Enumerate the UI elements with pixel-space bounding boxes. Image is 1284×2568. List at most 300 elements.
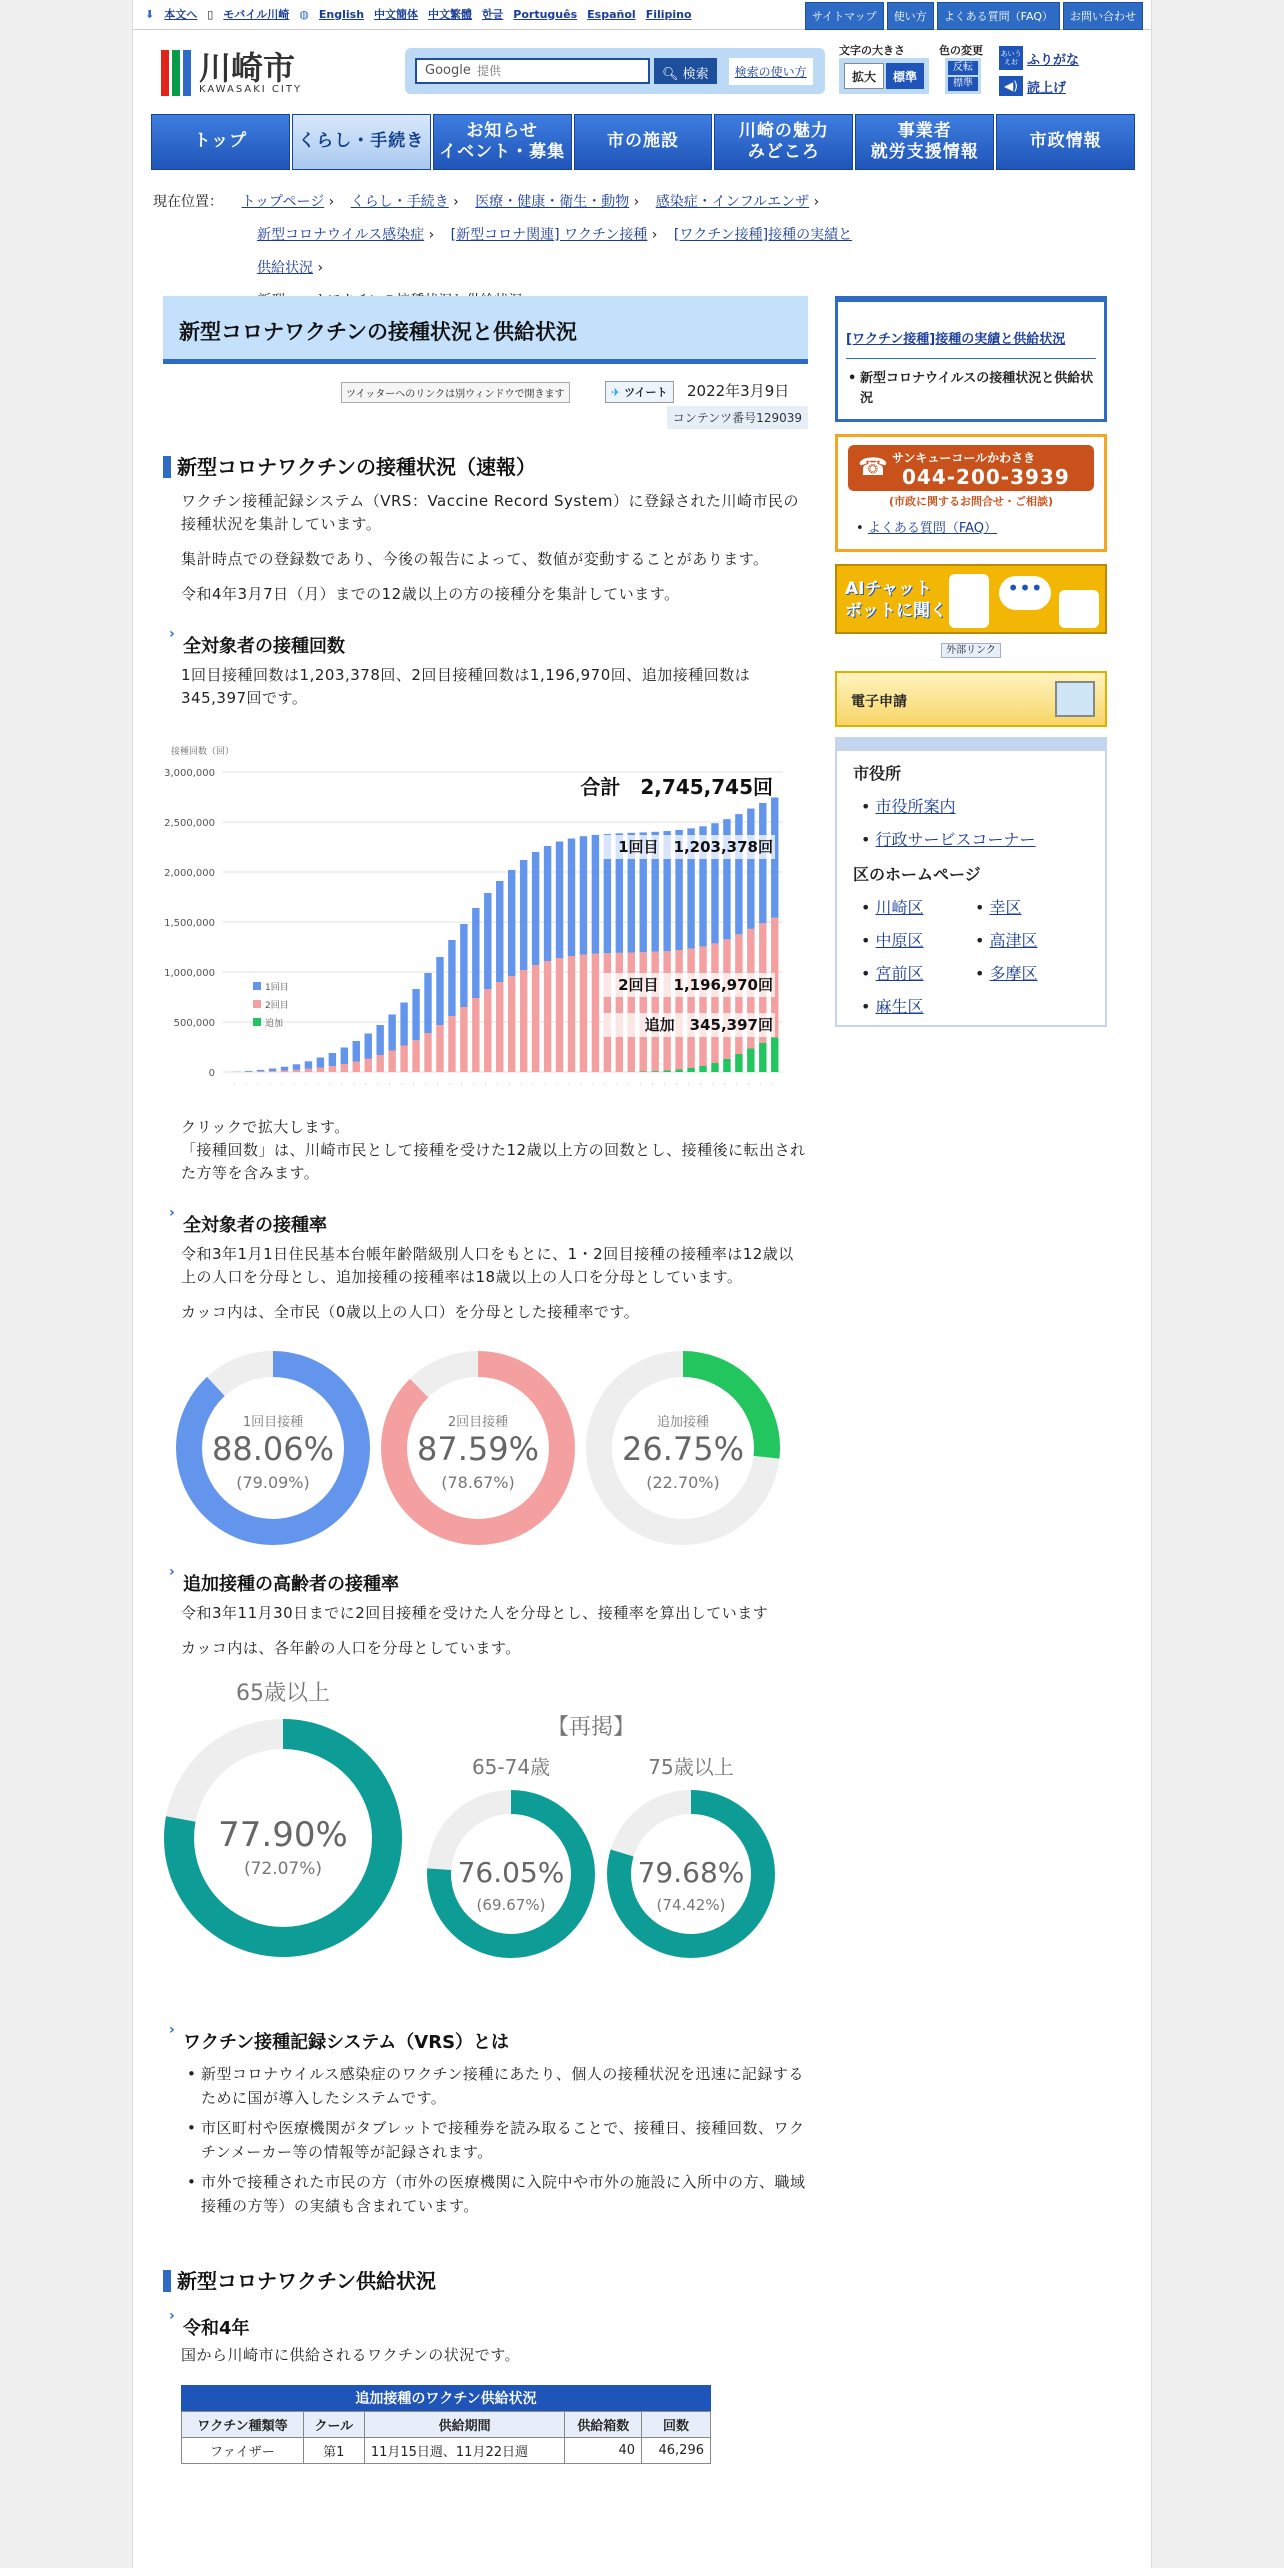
- bar-segment: [520, 970, 527, 1072]
- y-axis-label: 接種回数（回）: [171, 747, 235, 757]
- bar-segment: [699, 1066, 706, 1072]
- legend-swatch: [253, 1018, 261, 1026]
- x-tick-label: ·: [351, 1081, 358, 1088]
- x-tick-label: ·: [279, 1081, 286, 1088]
- bar-segment: [293, 1064, 300, 1070]
- page-title: 新型コロナワクチンの接種状況と供給状況: [163, 296, 808, 364]
- bar-segment: [341, 1064, 348, 1072]
- reprint-label: 【再掲】: [546, 1715, 636, 1740]
- legend-swatch: [253, 1000, 261, 1008]
- series-label: 追加 345,397回: [644, 1016, 773, 1034]
- supply-table: [181, 2385, 711, 2464]
- bar-segment: [305, 1061, 312, 1069]
- search-button-label: 検索: [682, 67, 709, 82]
- accessibility-tools: [839, 42, 1139, 98]
- bar-segment: [436, 1025, 443, 1072]
- breadcrumb-item[interactable]: トップページ: [241, 194, 325, 210]
- chatbot-banner[interactable]: [835, 564, 1107, 634]
- search-area: [405, 48, 825, 94]
- subsection-heading: › 全対象者の接種率: [163, 1211, 808, 1237]
- lang-zh-hant[interactable]: 中文繁體: [428, 8, 473, 21]
- paragraph: 令和4年3月7日（月）までの12歳以上の方の接種分を集計しています。: [181, 585, 680, 603]
- bar-segment: [472, 908, 479, 998]
- donut-value: 26.75%: [621, 1430, 745, 1468]
- x-tick-label: ·: [315, 1081, 322, 1088]
- callcenter-note: (市政に関するお問合せ・ご相談): [888, 495, 1054, 508]
- x-tick-label: ·: [243, 1081, 250, 1088]
- bar-segment: [747, 809, 754, 929]
- donut-value: 76.05%: [457, 1856, 565, 1889]
- table-caption: 追加接種のワクチン供給状況: [181, 2385, 711, 2411]
- enlarge-button[interactable]: 拡大: [844, 63, 884, 89]
- logo-subtext: KAWASAKI CITY: [199, 83, 303, 95]
- breadcrumb-item[interactable]: くらし・手続き: [350, 194, 449, 210]
- x-tick-label: ·: [518, 1081, 525, 1088]
- faq-side-link[interactable]: よくある質問（FAQ）: [867, 521, 997, 536]
- x-tick-label: ·: [649, 1081, 657, 1088]
- x-tick-label: ·: [398, 1081, 406, 1088]
- mobile-link[interactable]: モバイル川崎: [223, 8, 290, 21]
- ward-link[interactable]: 幸区: [989, 898, 1022, 917]
- phone-icon: ☎: [858, 453, 888, 481]
- breadcrumb: 現在位置： トップページ › くらし・手続き › 医療・健康・衛生・動物 › 感染症・インフルエンザ › 新型コロナウイルス感染症 › [新型コロナ関連] ワクチン接種 › [ワクチン接種]接種の実績と供給状況 ›: [153, 186, 853, 318]
- x-tick-label: ·: [267, 1081, 274, 1088]
- search-button[interactable]: [654, 58, 717, 84]
- ward-link[interactable]: 川崎区: [875, 898, 924, 917]
- bar-segment: [640, 952, 647, 1071]
- x-tick-label: ·: [494, 1081, 501, 1088]
- table-header: クール: [303, 2412, 364, 2438]
- paragraph: カッコ内は、各年齢の人口を分母としています。: [181, 1639, 521, 1657]
- download-icon: ⬇: [145, 7, 155, 21]
- bar-segment: [496, 982, 503, 1072]
- ward-link[interactable]: 多摩区: [989, 964, 1038, 983]
- bar-segment: [281, 1071, 288, 1073]
- bar-segment: [556, 842, 563, 959]
- chatbot-text: AIチャット ボットに聞く: [845, 579, 947, 621]
- x-tick-label: [231, 1081, 237, 1087]
- bar-segment: [341, 1048, 348, 1065]
- bar-segment: [472, 998, 479, 1072]
- x-tick-label: ·: [422, 1081, 430, 1088]
- x-tick-label: ·: [590, 1081, 597, 1088]
- bar-segment: [532, 852, 539, 965]
- x-tick-label: ·: [434, 1081, 442, 1088]
- bar-segment: [771, 1037, 778, 1072]
- donut-value: 79.68%: [637, 1856, 745, 1889]
- x-tick-label: ·: [626, 1081, 633, 1088]
- bar-segment: [376, 1025, 383, 1055]
- bar-segment: [245, 1071, 252, 1072]
- x-tick-label: ·: [769, 1081, 776, 1088]
- donut-sub: (74.42%): [656, 1896, 726, 1914]
- donut-value: 77.90%: [218, 1815, 348, 1855]
- bar-segment: [651, 952, 658, 1071]
- tweet-label: ツイート: [624, 386, 668, 399]
- bar-segment: [496, 881, 503, 982]
- bar-segment: [687, 1068, 694, 1072]
- x-tick-label: ·: [470, 1081, 477, 1088]
- bar-segment: [711, 943, 718, 1063]
- x-tick-label: ·: [637, 1081, 645, 1088]
- wards-title: 区のホームページ: [853, 865, 981, 884]
- bar-segment: [436, 957, 443, 1025]
- legend-label: 2回目: [265, 1001, 289, 1011]
- bar-segment: [759, 1043, 766, 1072]
- bar-segment: [329, 1066, 336, 1072]
- bar-segment: [711, 1063, 718, 1072]
- table-row: [182, 2438, 711, 2464]
- x-tick-label: ·: [339, 1081, 346, 1088]
- x-tick-label: ·: [602, 1081, 609, 1088]
- paragraph: 国から川崎市に供給されるワクチンの状況です。: [181, 2346, 521, 2364]
- donut-label: 1回目接種: [242, 1415, 304, 1430]
- legend-label: 1回目: [265, 983, 289, 993]
- bar-segment: [460, 924, 467, 1007]
- skip-link[interactable]: 本文へ: [164, 8, 198, 21]
- callcenter-name: サンキューコールかわさき: [892, 451, 1036, 465]
- paragraph: ワクチン接種記録システム（VRS：Vaccine Record System）に登録された川崎市民の接種状況を集計しています。: [181, 492, 799, 533]
- bar-segment: [580, 955, 587, 1073]
- utility-bar: [133, 0, 1152, 30]
- bar-segment: [735, 814, 742, 934]
- bar-segment: [412, 989, 419, 1040]
- x-tick-label: ·: [721, 1081, 728, 1088]
- service-corner-link[interactable]: 行政サービスコーナー: [875, 830, 1036, 849]
- x-tick-label: ·: [291, 1081, 298, 1088]
- speaker-icon: ◀): [999, 76, 1023, 96]
- y-tick-label: 500,000: [173, 1018, 215, 1029]
- list-item: • 新型コロナウイルス感染症のワクチン接種にあたり、個人の接種状況を迅速に記録するために国が導入したシステムです。: [201, 2062, 808, 2110]
- x-tick-label: ·: [327, 1081, 334, 1088]
- paragraph: 集計時点での登録数であり、今後の報告によって、数値が変動することがあります。: [181, 550, 769, 568]
- person-icon: [949, 574, 989, 628]
- related-link[interactable]: [ワクチン接種]接種の実績と供給状況: [846, 332, 1066, 347]
- x-tick-label: ·: [542, 1081, 549, 1088]
- zoom-note: クリックで拡大します。: [181, 1118, 350, 1136]
- nav-business[interactable]: 事業者 就労支援情報: [855, 114, 994, 170]
- paragraph: 令和3年11月30日までに2回目接種を受けた人を分母とし、接種率を算出しています: [181, 1604, 769, 1622]
- x-tick-label: ·: [661, 1081, 669, 1088]
- elderly-rate-chart[interactable]: [163, 1678, 803, 1978]
- contact-link[interactable]: お問い合わせ: [1063, 2, 1143, 30]
- x-tick-label: ·: [303, 1081, 310, 1088]
- bar-segment: [269, 1071, 276, 1072]
- x-tick-label: ·: [733, 1081, 740, 1088]
- bar-segment: [663, 951, 670, 1070]
- bar-segment: [269, 1069, 276, 1072]
- table-cell: ファイザー: [182, 2438, 304, 2464]
- subsection-heading: › 追加接種の高齢者の接種率: [163, 1570, 808, 1596]
- table-header: ワクチン種類等: [182, 2412, 304, 2438]
- breadcrumb-item[interactable]: [新型コロナ関連] ワクチン接種: [450, 227, 648, 243]
- donut-sub: (69.67%): [476, 1896, 546, 1914]
- x-tick-label: ·: [566, 1081, 573, 1088]
- external-link-badge: 外部リンク: [941, 643, 1001, 658]
- bar-segment: [723, 939, 730, 1059]
- bar-segment: [508, 870, 515, 976]
- x-tick-label: ·: [709, 1081, 717, 1088]
- table-cell: 11月15日週、11月22日週: [364, 2438, 565, 2464]
- invert-color-button[interactable]: 反転: [948, 61, 978, 75]
- nav-attractions[interactable]: 川崎の魅力 みどころ: [714, 114, 853, 170]
- offices-box: 市役所 • 市役所案内 • 行政サービスコーナー 区のホームページ • 川崎区 • 幸区 • 中原区 • 高津区 • 宮前区 • 多摩区 • 麻生区: [835, 737, 1107, 1027]
- bar-segment: [580, 836, 587, 954]
- series-label: 2回目 1,196,970回: [618, 976, 773, 994]
- table-cell: 46,296: [642, 2438, 711, 2464]
- donut-sub: (22.70%): [646, 1473, 720, 1492]
- chat-bubble-icon: •••: [999, 576, 1051, 610]
- section-heading: 新型コロナワクチンの接種状況（速報）: [163, 456, 808, 478]
- x-tick-label: ·: [530, 1081, 537, 1088]
- bar-segment: [388, 1015, 395, 1051]
- x-tick-label: ·: [458, 1081, 465, 1088]
- readaloud-label: 読上げ: [1027, 80, 1067, 96]
- bar-segment: [484, 893, 491, 989]
- bar-segment: [532, 965, 539, 1072]
- lang-portuguese[interactable]: Português: [513, 7, 578, 21]
- x-tick-label: ·: [697, 1081, 705, 1088]
- lang-english[interactable]: English: [318, 7, 365, 21]
- y-tick-label: 3,000,000: [164, 768, 215, 779]
- vaccination-rate-chart[interactable]: [163, 1338, 803, 1558]
- bar-segment: [305, 1069, 312, 1072]
- bar-segment: [747, 1049, 754, 1073]
- bar-segment: [281, 1067, 288, 1071]
- nav-facilities[interactable]: 市の施設: [574, 114, 713, 170]
- table-cell: 40: [565, 2438, 642, 2464]
- table-cell: 第1: [303, 2438, 364, 2464]
- sitemap-link[interactable]: サイトマップ: [805, 2, 884, 30]
- x-tick-label: ·: [374, 1081, 382, 1088]
- list-item: • 市区町村や医療機関がタブレットで接種券を読み取ることで、接種日、接種回数、ワクチンメーカー等の情報等が記録されます。: [201, 2116, 808, 2164]
- donut-label: 追加接種: [656, 1415, 710, 1430]
- search-help-link[interactable]: 検索の使い方: [729, 58, 813, 85]
- bar-segment: [448, 940, 455, 1016]
- x-tick-label: ·: [231, 1081, 238, 1088]
- lang-filipino[interactable]: Filipino: [645, 7, 692, 21]
- donut-sub: (79.09%): [236, 1473, 310, 1492]
- bar-segment: [317, 1058, 324, 1068]
- section-heading: 新型コロナワクチン供給状況: [163, 2270, 808, 2292]
- global-nav: [151, 114, 1135, 170]
- furigana-label: ふりがな: [1027, 52, 1080, 68]
- bar-segment: [388, 1051, 395, 1073]
- series-label: 1回目 1,203,378回: [618, 838, 773, 856]
- content-number: コンテンツ番号129039: [667, 406, 808, 429]
- nav-news[interactable]: お知らせ イベント・募集: [433, 114, 572, 170]
- furigana-icon: あいうえお: [999, 46, 1023, 70]
- lang-zh-hans[interactable]: 中文簡体: [374, 8, 419, 21]
- table-header: 回数: [642, 2412, 711, 2438]
- bar-segment: [592, 835, 599, 954]
- robot-icon: [1059, 590, 1099, 628]
- x-tick-label: ·: [685, 1081, 693, 1088]
- bar-segment: [675, 1070, 682, 1073]
- bar-segment: [365, 1034, 372, 1059]
- breadcrumb-item[interactable]: [ワクチン接種]接種の実績と供給状況: [257, 227, 853, 276]
- bar-segment: [400, 1046, 407, 1073]
- computer-icon: [1055, 681, 1095, 717]
- bar-segment: [293, 1070, 300, 1072]
- breadcrumb-item[interactable]: 医療・健康・衛生・動物: [475, 194, 630, 210]
- x-tick-label: ·: [554, 1081, 561, 1088]
- x-tick-label: ·: [482, 1081, 489, 1088]
- related-current-label: 新型コロナウイルスの接種状況と供給状況: [860, 371, 1094, 406]
- main-content: [163, 296, 808, 2464]
- globe-icon: ◍: [299, 7, 309, 21]
- mobile-icon: ▯: [207, 7, 214, 21]
- donut-title: 65歳以上: [236, 1681, 330, 1706]
- callcenter-banner[interactable]: [848, 445, 1094, 491]
- callcenter-tel: 044-200-3939: [902, 465, 1070, 489]
- bar-segment: [640, 1072, 647, 1073]
- e-application-banner[interactable]: [835, 671, 1107, 727]
- bar-segment: [448, 1016, 455, 1072]
- breadcrumb-item[interactable]: 新型コロナウイルス感染症: [257, 227, 425, 243]
- bar-segment: [568, 956, 575, 1072]
- table-header: 供給期間: [364, 2412, 565, 2438]
- bar-segment: [317, 1068, 324, 1073]
- logo-text: 川崎市: [199, 48, 296, 87]
- e-application-label: 電子申請: [851, 694, 907, 710]
- paragraph: 「接種回数」は、川崎市民として接種を受けた12歳以上方の回数とし、接種後に転出された方等を含みます。: [181, 1141, 806, 1182]
- bar-segment: [675, 950, 682, 1070]
- font-size-label: 文字の大きさ: [839, 44, 905, 57]
- bar-segment: [424, 973, 431, 1033]
- donut-value: 87.59%: [416, 1430, 540, 1468]
- twitter-note: ツイッターへのリンクは別ウィンドウで開きます: [341, 382, 570, 403]
- x-tick-label: ·: [757, 1081, 764, 1088]
- y-tick-label: 2,500,000: [164, 818, 215, 829]
- bar-segment: [365, 1059, 372, 1073]
- furigana-button[interactable]: [999, 46, 1079, 70]
- standard-color-button[interactable]: 標準: [948, 77, 978, 91]
- nav-municipal[interactable]: 市政情報: [996, 114, 1135, 170]
- ward-link[interactable]: 麻生区: [875, 997, 924, 1016]
- bar-segment: [628, 953, 635, 1072]
- donut-label: 2回目接種: [447, 1415, 509, 1430]
- standard-size-button[interactable]: 標準: [886, 63, 924, 89]
- bar-segment: [376, 1055, 383, 1072]
- breadcrumb-item[interactable]: 感染症・インフルエンザ: [655, 194, 810, 210]
- bar-segment: [616, 953, 623, 1072]
- x-tick-label: ·: [386, 1081, 394, 1088]
- bar-segment: [735, 1054, 742, 1072]
- nav-top[interactable]: トップ: [151, 114, 290, 170]
- bar-segment: [568, 839, 575, 957]
- bar-segment: [353, 1041, 360, 1062]
- faq-link[interactable]: よくある質問（FAQ）: [937, 2, 1060, 30]
- bar-segment: [699, 946, 706, 1066]
- legend-swatch: [253, 982, 261, 990]
- bar-segment: [604, 953, 611, 1072]
- y-tick-label: 1,500,000: [164, 918, 215, 929]
- site-logo[interactable]: [161, 50, 302, 96]
- list-item: • 市外で接種された市民の方（市外の医療機関に入院中や市外の施設に入所中の方、職域接種の方等）の実績も含まれています。: [201, 2170, 808, 2218]
- sidebar: [835, 296, 1107, 1027]
- y-tick-label: 1,000,000: [164, 968, 215, 979]
- bar-segment: [353, 1062, 360, 1073]
- ward-link[interactable]: 中原区: [875, 931, 924, 950]
- city-hall-link[interactable]: 市役所案内: [875, 797, 956, 816]
- bar-segment: [687, 948, 694, 1068]
- bar-segment: [520, 860, 527, 970]
- paragraph: 令和3年1月1日住民基本台帳年齢階級別人口をもとに、1・2回目接種の接種率は12歳以上の人口を分母とし、追加接種の接種率は18歳以上の人口を分母としています。: [181, 1245, 794, 1286]
- x-tick-label: ·: [362, 1081, 370, 1088]
- y-tick-label: 0: [208, 1068, 215, 1079]
- callcenter-box: ☎ サンキューコールかわさき 044-200-3939 (市政に関するお問合せ・ご相談) • よくある質問（FAQ）: [835, 434, 1107, 552]
- bar-segment: [651, 1071, 658, 1072]
- twitter-icon: ✈: [611, 386, 621, 399]
- tweet-button[interactable]: [605, 381, 674, 403]
- bar-segment: [412, 1040, 419, 1072]
- color-label: 色の変更: [939, 44, 983, 57]
- paragraph: 1回目接種回数は1,203,378回、2回目接種回数は1,196,970回、追加接種回数は345,397回です。: [181, 666, 751, 707]
- bar-segment: [544, 846, 551, 961]
- related-links-box: [835, 296, 1107, 422]
- bar-segment: [544, 961, 551, 1072]
- subsection-heading: › 全対象者の接種回数: [163, 632, 808, 658]
- bar-segment: [508, 976, 515, 1072]
- readaloud-button[interactable]: [999, 76, 1066, 96]
- x-tick-label: ·: [673, 1081, 681, 1088]
- bar-segment: [484, 989, 491, 1072]
- bar-segment: [592, 954, 599, 1072]
- bar-segment: [663, 1071, 670, 1073]
- donut-value: 88.06%: [211, 1430, 335, 1468]
- vaccination-count-chart[interactable]: [163, 732, 803, 1112]
- bar-segment: [556, 958, 563, 1072]
- x-tick-label: ·: [255, 1081, 262, 1088]
- total-label: 合計 2,745,745回: [580, 775, 773, 799]
- breadcrumb-label: 現在位置：: [153, 194, 223, 210]
- bar-segment: [329, 1053, 336, 1066]
- x-tick-label: ·: [578, 1081, 585, 1088]
- usage-link[interactable]: 使い方: [887, 2, 934, 30]
- offices-title: 市役所: [853, 764, 902, 783]
- donut-sub: (72.07%): [243, 1859, 323, 1879]
- bar-segment: [759, 803, 766, 923]
- bar-segment: [460, 1007, 467, 1072]
- y-tick-label: 2,000,000: [164, 868, 215, 879]
- ward-link[interactable]: 高津区: [989, 931, 1038, 950]
- related-current: • 新型コロナウイルスの接種状況と供給状況: [846, 358, 1096, 409]
- page: [132, 0, 1152, 2568]
- logo-mark: [161, 50, 191, 96]
- x-tick-label: ·: [506, 1081, 513, 1088]
- table-header: 供給箱数: [565, 2412, 642, 2438]
- paragraph: カッコ内は、全市民（0歳以上の人口）を分母とした接種率です。: [181, 1303, 640, 1321]
- donut-title: 65-74歳: [471, 1755, 551, 1779]
- bar-segment: [424, 1033, 431, 1072]
- donut-sub: (78.67%): [441, 1473, 515, 1492]
- legend-label: 追加: [265, 1019, 284, 1029]
- bar-segment: [257, 1070, 264, 1072]
- subsection-heading: › 令和4年: [163, 2314, 808, 2340]
- bar-segment: [400, 1003, 407, 1046]
- search-icon: 🔍︎: [662, 67, 679, 82]
- lang-spanish[interactable]: Español: [587, 7, 636, 21]
- nav-life[interactable]: くらし・手続き: [292, 114, 431, 170]
- x-tick-label: ·: [446, 1081, 453, 1088]
- ward-link[interactable]: 宮前区: [875, 964, 924, 983]
- donut-title: 75歳以上: [648, 1755, 734, 1779]
- x-tick-label: ·: [745, 1081, 752, 1088]
- publish-date: 2022年3月9日: [687, 382, 790, 400]
- lang-korean[interactable]: 한글: [482, 8, 504, 21]
- vrs-list: [163, 2062, 808, 2218]
